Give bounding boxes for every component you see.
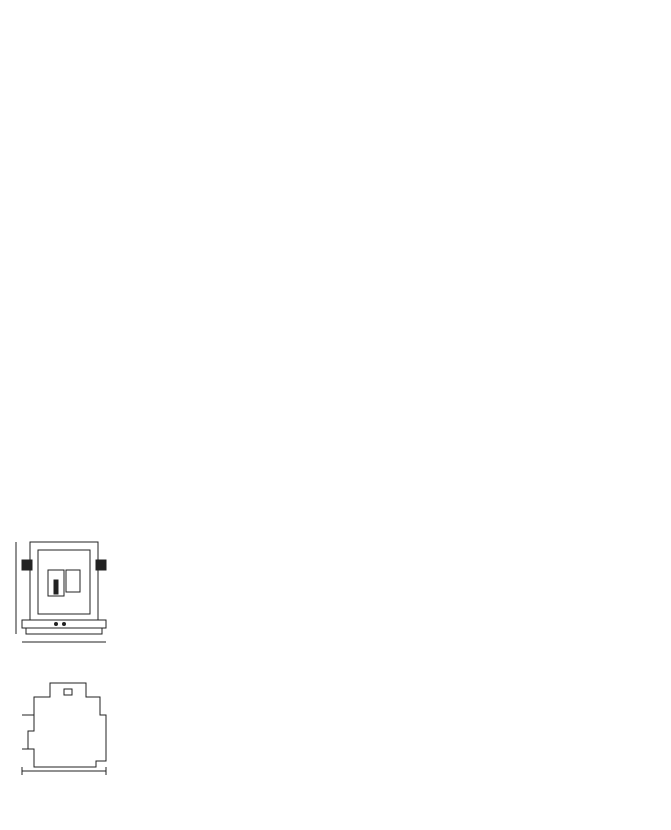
breaker-side-view-diagram [12, 675, 112, 785]
breaker-front-view-diagram [8, 530, 116, 658]
